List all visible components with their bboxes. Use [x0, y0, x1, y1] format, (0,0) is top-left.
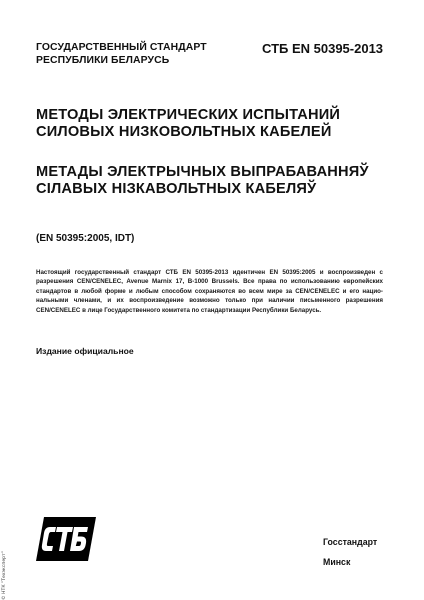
issuing-authority [36, 41, 207, 67]
publisher-name: Госстандарт [323, 537, 378, 547]
authority-line-2: РЕСПУБЛИКИ БЕЛАРУСЬ [36, 55, 170, 66]
stb-logo-icon [36, 517, 96, 561]
authority-line-1: ГОСУДАРСТВЕННЫЙ СТАНДАРТ [36, 42, 207, 53]
publication-city: Минск [323, 557, 351, 567]
margin-watermark-text: © НТК "Техэксперт" [2, 551, 7, 600]
official-edition-label: Издание официальное [36, 346, 134, 356]
title-russian-line-2: СИЛОВЫХ НИЗКОВОЛЬТНЫХ КАБЕЛЕЙ [36, 124, 332, 140]
title-belarusian-line-1: МЕТАДЫ ЭЛЕКТРЫЧНЫХ ВЫПРАБАВАННЯЎ [36, 164, 369, 180]
title-belarusian-line-2: СІЛАВЫХ НІЗКАВОЛЬТНЫХ КАБЕЛЯЎ [36, 181, 317, 197]
title-belarusian [36, 164, 369, 198]
notice-line: CEN/CENELEC в лице Государственного комитета по стандартизации Республики Беларусь. [36, 306, 322, 314]
notice-line: разрешения CEN/CENELEC, Avenue Marnix 17, B-1000 Brussels. Все права по использованию европейских [36, 278, 383, 286]
notice-line: нальными членами, и их воспроизведение возможно только при наличии письменного разрешения [36, 297, 383, 305]
equivalence-designation: (EN 50395:2005, IDT) [36, 233, 135, 244]
margin-watermark [2, 520, 10, 600]
notice-line: стандартов в любой форме и любым способом сохраняются во всем мире за CEN/CENELEC и его нацио- [36, 287, 383, 295]
notice-line: Настоящий государственный стандарт СТБ EN 50395-2013 идентичен EN 50395:2005 и воспроизведен с [36, 269, 383, 276]
title-russian [36, 107, 340, 141]
copyright-notice [36, 268, 383, 315]
title-russian-line-1: МЕТОДЫ ЭЛЕКТРИЧЕСКИХ ИСПЫТАНИЙ [36, 107, 341, 123]
standard-code: СТБ EN 50395-2013 [262, 41, 384, 56]
